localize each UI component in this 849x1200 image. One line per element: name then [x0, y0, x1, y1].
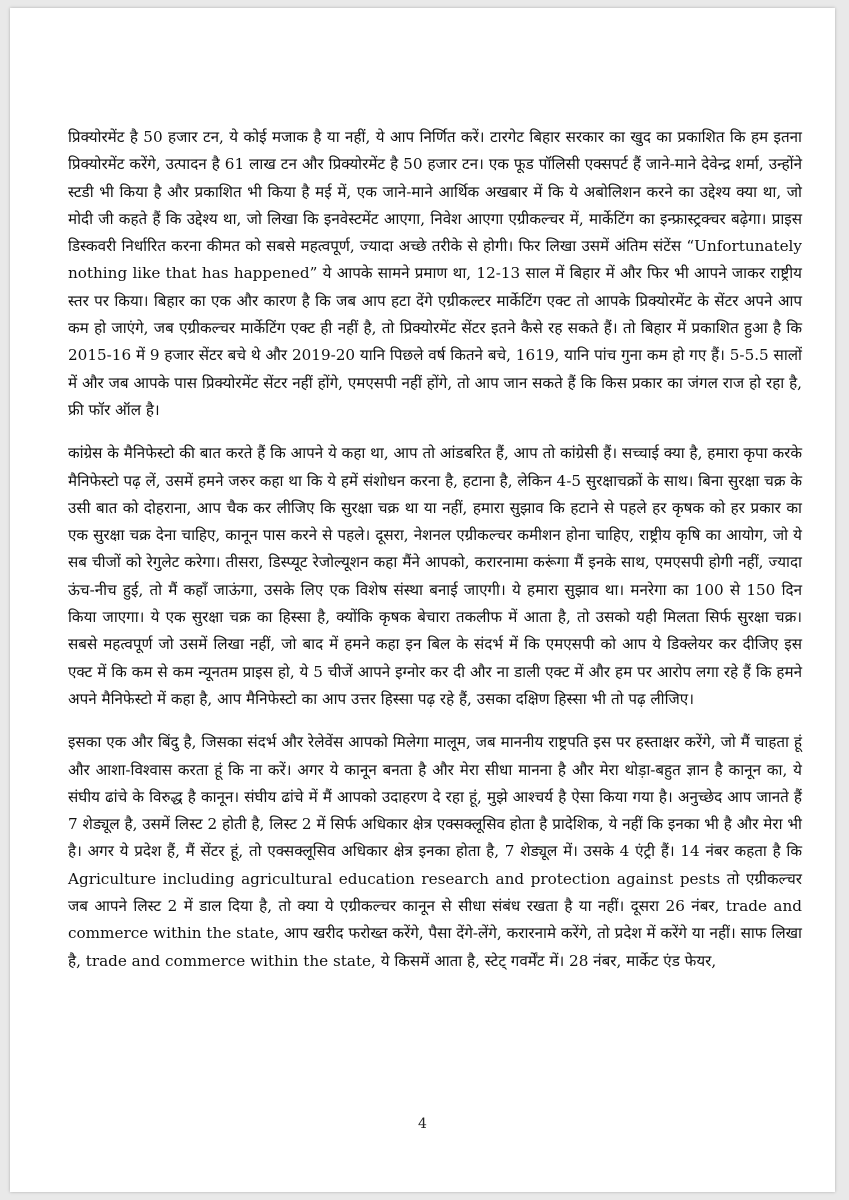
paragraph-1: प्रिक्योरमेंट है 50 हजार टन, ये कोई मजाक है या नहीं, ये आप निर्णित करें। टारगेट बिहार सरकार का खुद का प्रकाशित कि हम इतना प्रिक्योरमेंट करेंगे, उत्पादन है 61 लाख टन और प्रिक्योरमेंट है 50 हजार टन। एक फूड पॉलिसी एक्सपर्ट हैं जाने-माने देवेन्द्र शर्मा, उन्होंने स्टडी भी किया है और प्रकाशित भी किया है मई में, एक जाने-माने आर्थिक अखबार में कि ये अबोलिशन करने का उद्देश्य क्या था, जो मोदी जी कहते हैं कि उद्देश्य था, जो लिखा कि इनवेस्टमेंट आएगा, निवेश आएगा एग्रीकल्चर में, मार्केटिंग का इन्फ्रास्ट्रक्चर बढ़ेगा। प्राइस डिस्कवरी निर्धारित करना कीमत को सबसे महत्वपूर्ण, ज्यादा अच्छे तरीके से होगी। फिर लिखा उसमें अंतिम संटेंस “Unfortunately nothing like that has happened” ये आपके सामने प्रमाण था, 12-13 साल में बिहार में और फिर भी आपने जाकर राष्ट्रीय स्तर पर किया। बिहार का एक और कारण है कि जब आप हटा देंगे एग्रीकल्टर मार्केटिंग एक्ट तो आपके प्रिक्योरमेंट के सेंटर अपने आप कम हो जाएंगे, जब एग्रीकल्चर मार्केटिंग एक्ट ही नहीं है, तो प्रिक्योरमेंट सेंटर इतने कैसे रह सकते हैं। तो बिहार में प्रकाशित हुआ है कि 2015-16 में 9 हजार सेंटर बचे थे और 2019-20 यानि पिछले वर्ष कितने बचे, 1619, यानि पांच गुना कम हो गए हैं। 5-5.5 सालों में और जब आपके पास प्रिक्योरमेंट सेंटर नहीं होंगे, एमएसपी नहीं होंगे, तो आप जान सकते हैं कि किस प्रकार का जंगल राज हो रहा है, फ्री फॉर ऑल है। — [68, 128, 802, 419]
paragraph-2: कांग्रेस के मैनिफेस्टो की बात करते हैं कि आपने ये कहा था, आप तो आंडबरित हैं, आप तो कांग्रेसी हैं। सच्चाई क्या है, हमारा कृपा करके मैनिफेस्टो पढ़ लें, उसमें हमने जरुर कहा था कि ये हमें संशोधन करना है, हटाना है, लेकिन 4-5 सुरक्षाचक्रों के साथ। बिना सुरक्षा चक्र के उसी बात को दोहराना, आप चैक कर लीजिए कि सुरक्षा चक्र था या नहीं, हमारा सुझाव कि हटाने से पहले हर कृषक को हर प्रकार का एक सुरक्षा चक्र देना चाहिए, कानून पास करने से पहले। दूसरा, नेशनल एग्रीकल्चर कमीशन होना चाहिए, राष्ट्रीय कृषि का आयोग, जो ये सब चीजों को रेगुलेट करेगा। तीसरा, डिस्प्यूट रेजोल्यूशन कहा मैंने आपको, करारनामा करूंगा मैं इनके साथ, एमएसपी होगी नहीं, ज्यादा ऊंच-नीच हुई, तो मैं कहाँ जाऊंगा, उसके लिए एक विशेष संस्था बनाई जाएगी। ये हमारा सुझाव था। मनरेगा का 100 से 150 दिन किया जाएगा। ये एक सुरक्षा चक्र का हिस्सा है, क्योंकि कृषक बेचारा तकलीफ में आता है, तो उसको यही मिलता सिर्फ सुरक्षा चक्र। सबसे महत्वपूर्ण जो उसमें लिखा नहीं, जो बाद में हमने कहा इन बिल के संदर्भ में कि एमएसपी को आप ये डिक्लेयर कर दीजिए इस एक्ट में कि कम से कम न्यूनतम प्राइस हो, ये 5 चीजें आपने इग्नोर कर दी और ना डाली एक्ट में और हम पर आरोप लगा रहे हैं कि हमने अपने मैनिफेस्टो में कहा है, आप मैनिफेस्टो का आप उत्तर हिस्सा पढ़ रहे हैं, उसका दक्षिण हिस्सा भी तो पढ़ लीजिए। — [68, 444, 802, 708]
document-page — [10, 8, 835, 1192]
page-number: 4 — [418, 1116, 427, 1132]
page-body — [68, 124, 802, 991]
paragraph-3: इसका एक और बिंदु है, जिसका संदर्भ और रेलेवेंस आपको मिलेगा मालूम, जब माननीय राष्ट्रपति इस पर हस्ताक्षर करेंगे, जो मैं चाहता हूं और आशा-विश्वास करता हूं कि ना करें। अगर ये कानून बनता है और मेरा सीधा मानना है और मेरा थोड़ा-बहुत ज्ञान है कानून का, ये संघीय ढांचे के विरुद्ध है कानून। संघीय ढांचे में मैं आपको उदाहरण दे रहा हूं, मुझे आश्चर्य है ऐसा किया गया है। अनुच्छेद आप जानते हैं 7 शेड्यूल है, उसमें लिस्ट 2 होती है, लिस्ट 2 में सिर्फ अधिकार क्षेत्र एक्सक्लूसिव होता है प्रादेशिक, ये नहीं कि इनका भी है और मेरा भी है। अगर ये प्रदेश हैं, मैं सेंटर हूं, तो एक्सक्लूसिव अधिकार क्षेत्र इनका होता है, 7 शेड्यूल में। उसके 4 एंट्री हैं। 14 नंबर कहता है कि Agriculture including agricultural education research and protection against pests तो एग्रीकल्चर जब आपने लिस्ट 2 में डाल दिया है, तो क्या ये एग्रीकल्चर कानून से सीधा संबंध रखता है या नहीं। दूसरा 26 नंबर, trade and commerce within the state, आप खरीद फरोख्त करेंगे, पैसा देंगे-लेंगे, करारनामे करेंगे, तो प्रदेश में करेंगे या नहीं। साफ लिखा है, trade and commerce within the state, ये किसमें आता है, स्टेट् गवर्मेंट में। 28 नंबर, मार्केट एंड फेयर, — [68, 733, 802, 970]
